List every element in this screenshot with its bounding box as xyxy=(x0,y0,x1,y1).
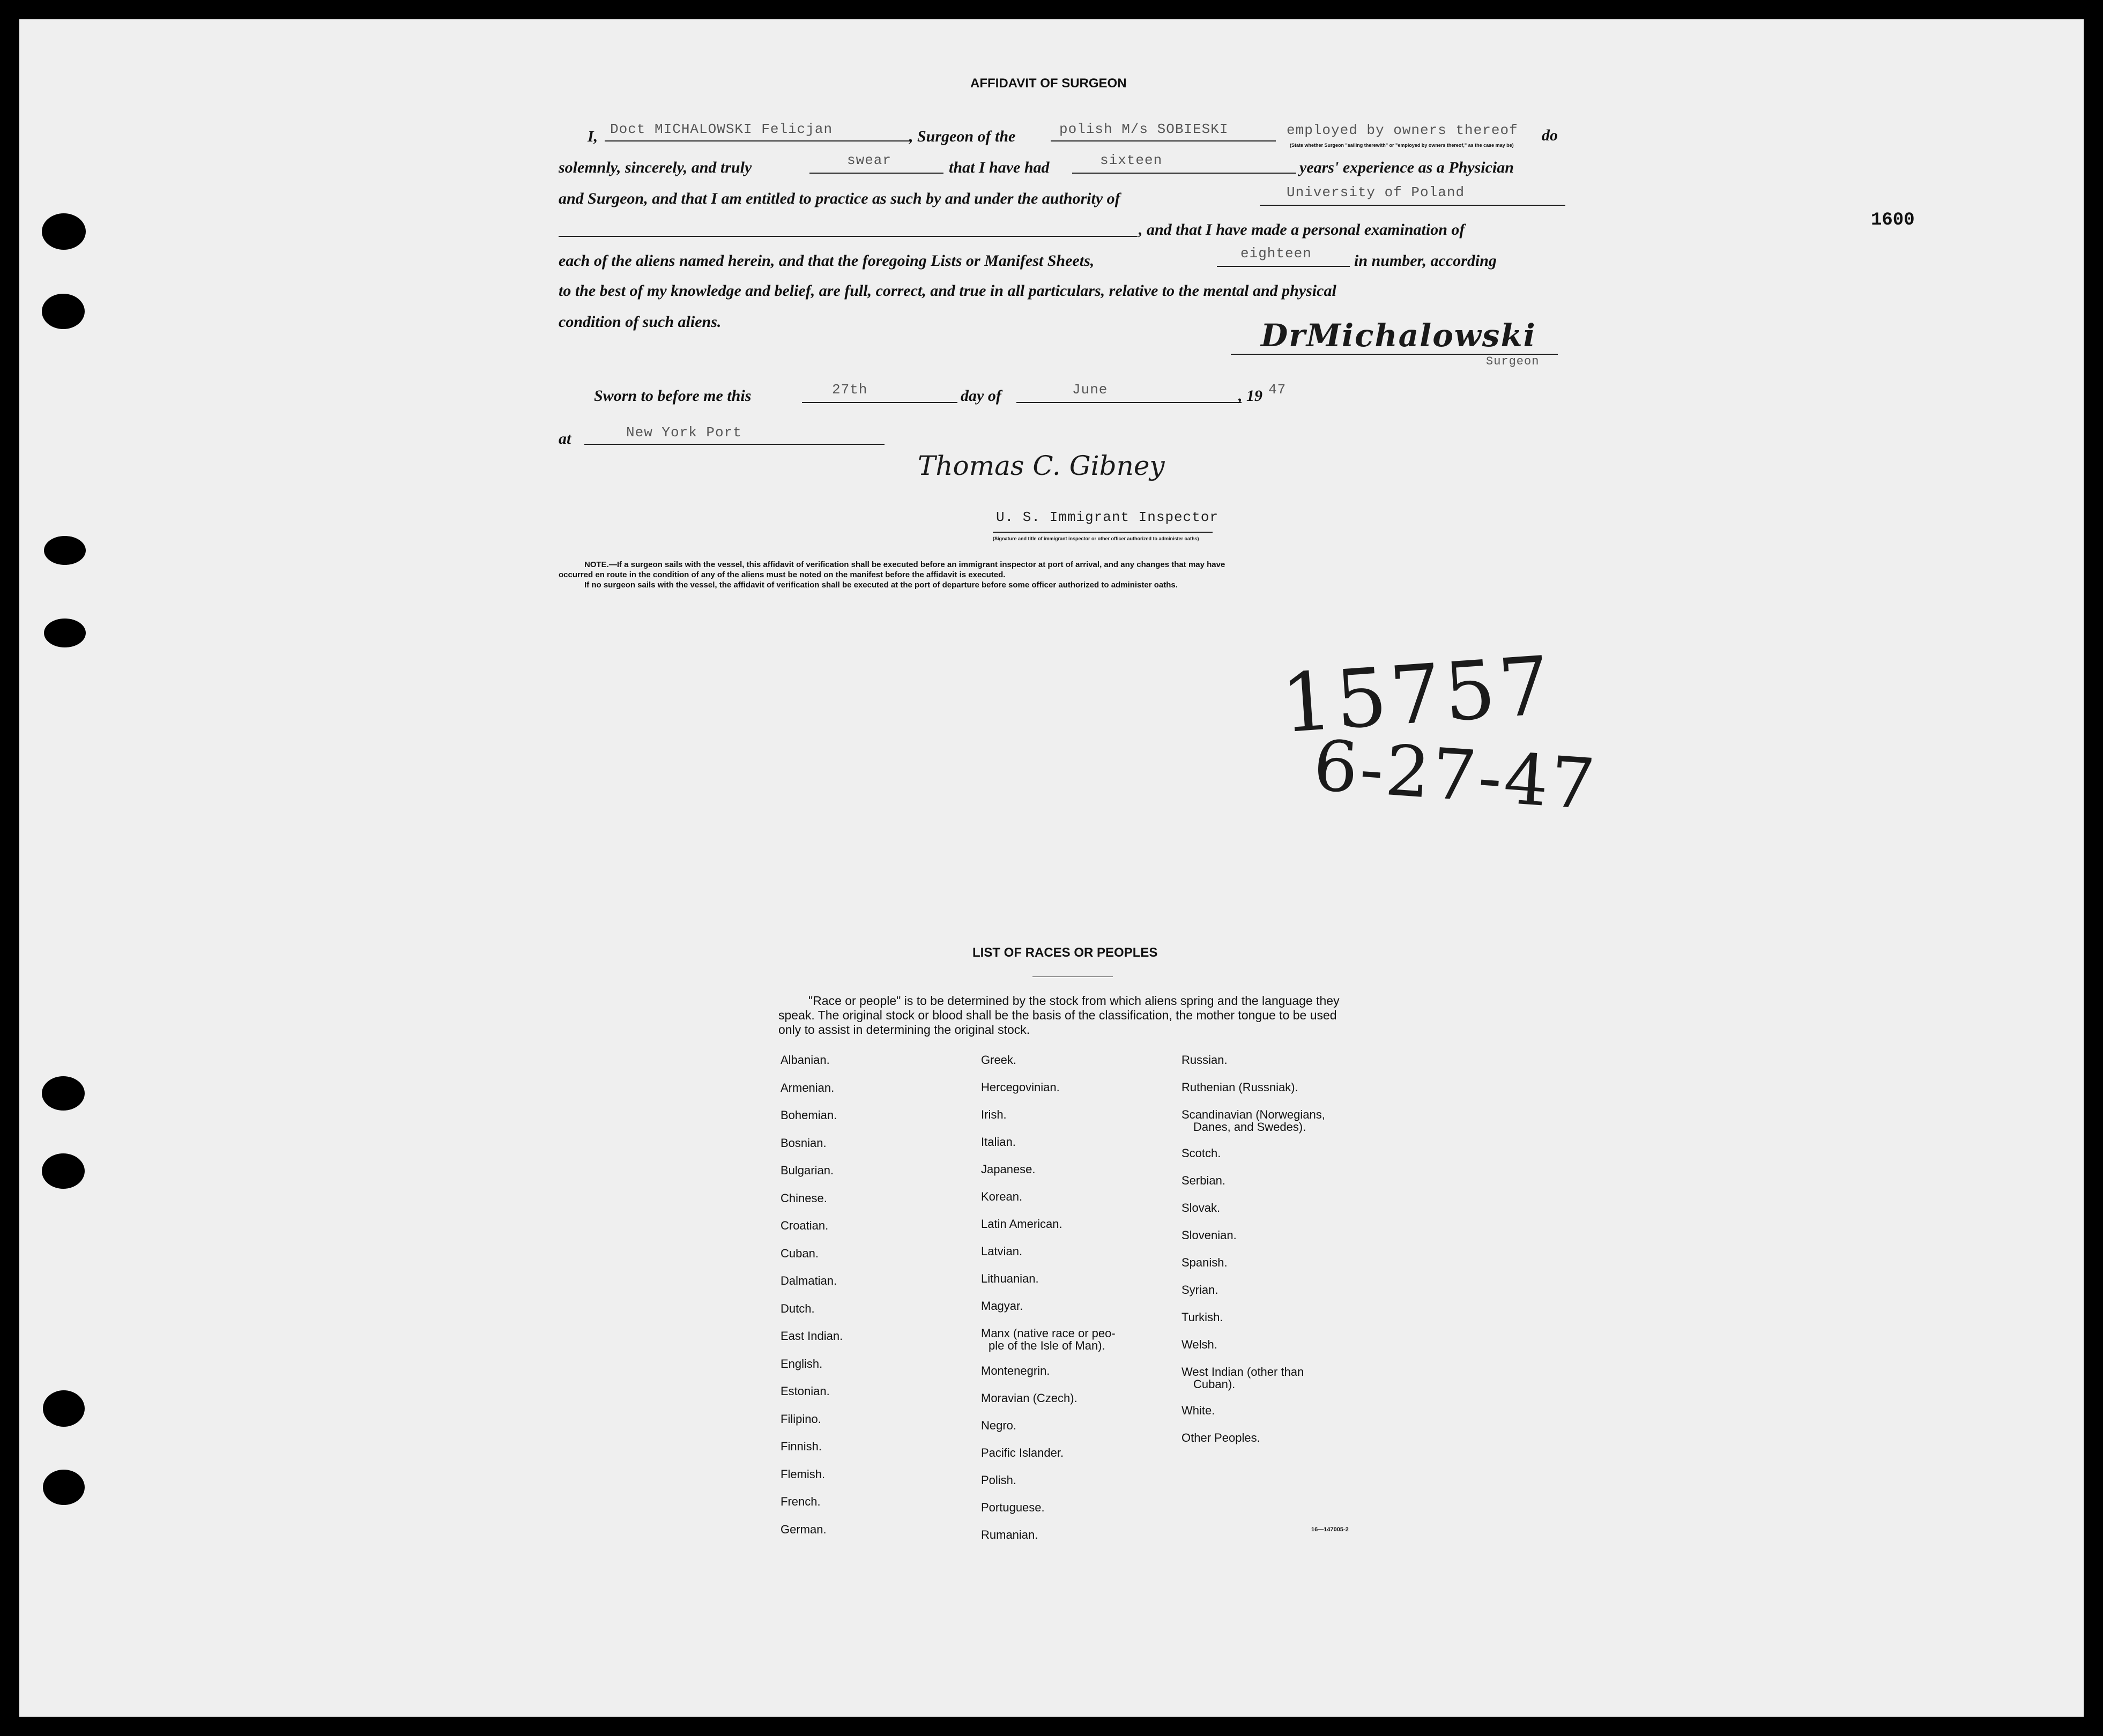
race-item: Scandinavian (Norwegians, xyxy=(1181,1108,1325,1121)
race-item: Chinese. xyxy=(781,1191,827,1205)
binder-hole xyxy=(42,1076,85,1111)
race-item: Lithuanian. xyxy=(981,1272,1039,1285)
race-item: English. xyxy=(781,1357,823,1370)
note-line-1: NOTE.—If a surgeon sails with the vessel, this affidavit of verification shall be executed before an immigrant inspector at port of arrival, and any changes that may have xyxy=(584,560,1225,569)
sworn-year-prefix: , 19 xyxy=(1238,387,1262,405)
race-item: Syrian. xyxy=(1181,1283,1218,1297)
races-intro: "Race or people" is to be determined by the stock from which aliens spring and the language they speak. The original stock or blood shall be the basis of the classification, the mother tongue to be used only to assist in determining the original stock. xyxy=(778,994,1340,1037)
race-item: Montenegrin. xyxy=(981,1364,1050,1377)
race-item: Latvian. xyxy=(981,1245,1023,1258)
sworn-day-value: 27th xyxy=(832,382,868,398)
document-sheet xyxy=(19,19,2084,1717)
race-item: Cuban). xyxy=(1193,1377,1236,1391)
race-item: Scotch. xyxy=(1181,1146,1221,1160)
handwritten-date: 6-27-47 xyxy=(1311,724,1600,826)
race-item: Finnish. xyxy=(781,1440,822,1453)
races-title: LIST OF RACES OR PEOPLES xyxy=(972,945,1158,960)
inspector-title: U. S. Immigrant Inspector xyxy=(996,509,1219,525)
race-item: Croatian. xyxy=(781,1219,829,1232)
binder-hole xyxy=(43,1390,85,1427)
inspector-caption: (Signature and title of immigrant inspector or other officer authorized to administer oaths) xyxy=(993,536,1199,541)
vessel-value: polish M/s SOBIESKI xyxy=(1059,121,1229,137)
race-item: Slovak. xyxy=(1181,1201,1221,1215)
authority-continuation-line xyxy=(559,236,1138,237)
race-item: Cuban. xyxy=(781,1247,819,1260)
at-place-value: New York Port xyxy=(626,424,742,441)
race-item: Flemish. xyxy=(781,1467,826,1481)
race-item: Ruthenian (Russniak). xyxy=(1181,1081,1298,1094)
binder-hole xyxy=(42,1153,85,1189)
line1-mid: , Surgeon of the xyxy=(909,128,1016,145)
vessel-line xyxy=(1051,140,1276,141)
race-item: Other Peoples. xyxy=(1181,1431,1260,1444)
line5-prefix: each of the aliens named herein, and that the foregoing Lists or Manifest Sheets, xyxy=(559,252,1095,270)
years-line xyxy=(1072,173,1296,174)
page-number: 1600 xyxy=(1871,210,1915,230)
sworn-month-line xyxy=(1016,402,1242,403)
handwritten-number: 15757 xyxy=(1278,639,1556,751)
employment-value: employed by owners thereof xyxy=(1287,122,1518,138)
race-item: Korean. xyxy=(981,1190,1023,1203)
sworn-mid: day of xyxy=(961,387,1001,405)
line2-suffix: years' experience as a Physician xyxy=(1299,159,1514,176)
line2-mid: that I have had xyxy=(949,159,1050,176)
race-item: Danes, and Swedes). xyxy=(1193,1120,1306,1134)
race-item: Japanese. xyxy=(981,1163,1036,1176)
race-item: ple of the Isle of Man). xyxy=(989,1339,1105,1352)
line5-suffix: in number, according xyxy=(1354,252,1497,270)
race-item: Magyar. xyxy=(981,1299,1023,1313)
race-item: Italian. xyxy=(981,1135,1016,1149)
line1-suffix: do xyxy=(1542,126,1558,144)
inspector-signature-line xyxy=(993,532,1213,533)
race-item: Dalmatian. xyxy=(781,1274,837,1287)
race-item: White. xyxy=(1181,1404,1215,1417)
race-item: Pacific Islander. xyxy=(981,1446,1064,1459)
race-item: Greek. xyxy=(981,1053,1017,1067)
line2-prefix: solemnly, sincerely, and truly xyxy=(559,159,752,176)
race-item: Estonian. xyxy=(781,1384,830,1398)
surgeon-signature: DrMichalowski xyxy=(1261,317,1536,354)
line7: condition of such aliens. xyxy=(559,313,722,331)
note-line-2: occurred en route in the condition of any of the aliens must be noted on the manifest before the affidavit is executed. xyxy=(559,570,1006,579)
authority-value: University of Poland xyxy=(1287,184,1465,200)
sheets-line xyxy=(1217,266,1350,267)
race-item: Negro. xyxy=(981,1419,1017,1432)
race-item: East Indian. xyxy=(781,1329,843,1343)
race-item: Hercegovinian. xyxy=(981,1081,1060,1094)
binder-hole xyxy=(42,294,85,329)
race-item: Albanian. xyxy=(781,1053,830,1067)
race-item: Armenian. xyxy=(781,1081,835,1094)
race-item: Polish. xyxy=(981,1473,1017,1487)
binder-hole xyxy=(44,536,86,565)
race-item: Bohemian. xyxy=(781,1108,837,1122)
at-prefix: at xyxy=(559,430,571,448)
race-item: French. xyxy=(781,1495,821,1508)
race-item: Slovenian. xyxy=(1181,1228,1237,1242)
sworn-prefix: Sworn to before me this xyxy=(594,387,752,405)
sworn-year-value: 47 xyxy=(1268,382,1287,398)
race-item: German. xyxy=(781,1523,827,1536)
race-item: Moravian (Czech). xyxy=(981,1391,1077,1405)
race-item: Welsh. xyxy=(1181,1338,1217,1351)
race-item: Manx (native race or peo- xyxy=(981,1327,1116,1340)
form-code: 16—147005-2 xyxy=(1311,1526,1349,1533)
race-item: Filipino. xyxy=(781,1412,821,1426)
employment-fine-print: (State whether Surgeon "sailing therewith" or "employed by owners thereof," as the case may be) xyxy=(1290,143,1514,148)
race-item: Russian. xyxy=(1181,1053,1228,1067)
surgeon-name-value: Doct MICHALOWSKI Felicjan xyxy=(610,121,833,137)
inspector-signature: Thomas C. Gibney xyxy=(918,450,1165,481)
line6: to the best of my knowledge and belief, are full, correct, and true in all particulars, relative to the mental and physical xyxy=(559,282,1336,300)
affidavit-title: AFFIDAVIT OF SURGEON xyxy=(970,76,1127,91)
race-item: Bosnian. xyxy=(781,1136,827,1150)
race-item: Irish. xyxy=(981,1108,1007,1121)
sworn-day-line xyxy=(802,402,957,403)
race-item: Latin American. xyxy=(981,1217,1062,1231)
years-value: sixteen xyxy=(1100,152,1163,168)
line3-prefix: and Surgeon, and that I am entitled to practice as such by and under the authority of xyxy=(559,190,1120,207)
race-item: Portuguese. xyxy=(981,1501,1045,1514)
sworn-month-value: June xyxy=(1072,382,1108,398)
race-item: Bulgarian. xyxy=(781,1164,834,1177)
binder-hole xyxy=(44,619,86,647)
oath-value: swear xyxy=(847,152,892,168)
race-item: Dutch. xyxy=(781,1302,815,1315)
at-place-line xyxy=(584,444,885,445)
race-item: Rumanian. xyxy=(981,1528,1038,1541)
binder-hole xyxy=(42,213,86,250)
line4-suffix: , and that I have made a personal examination of xyxy=(1139,221,1465,239)
race-item: Spanish. xyxy=(1181,1256,1228,1269)
binder-hole xyxy=(43,1470,85,1505)
sheets-value: eighteen xyxy=(1240,245,1312,262)
race-item: Serbian. xyxy=(1181,1174,1225,1187)
authority-line xyxy=(1260,205,1565,206)
oath-line xyxy=(809,173,943,174)
surgeon-label: Surgeon xyxy=(1486,355,1540,368)
surgeon-name-line xyxy=(605,140,910,141)
race-item: West Indian (other than xyxy=(1181,1365,1304,1379)
note-line-3: If no surgeon sails with the vessel, the affidavit of verification shall be executed at the port of departure before some officer authorized to administer oaths. xyxy=(584,580,1178,590)
line1-prefix: I, xyxy=(588,128,598,145)
race-item: Turkish. xyxy=(1181,1310,1223,1324)
